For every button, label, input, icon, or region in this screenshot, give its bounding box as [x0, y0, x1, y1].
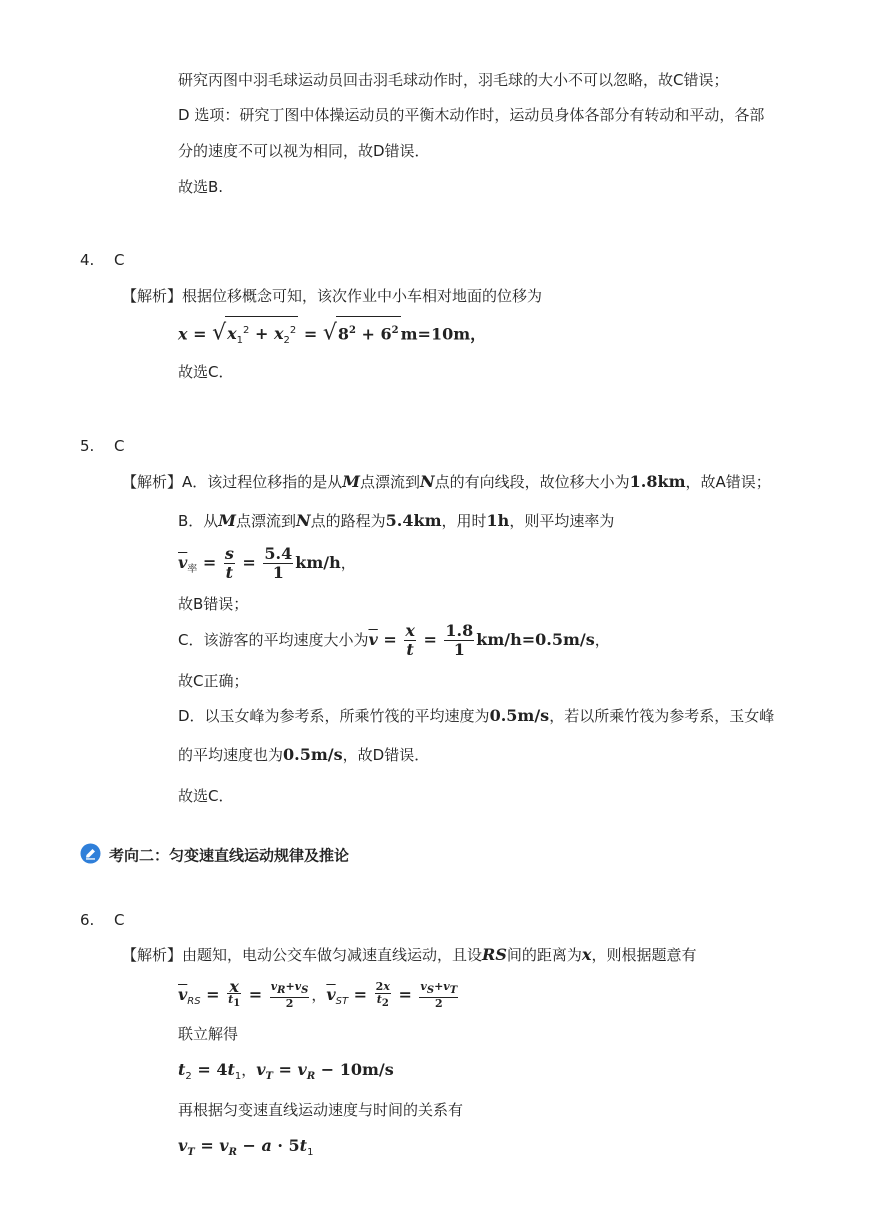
q5-choose: 故选C． [178, 787, 234, 805]
q5-d3: 的平均速度也为 [178, 746, 284, 764]
q5-c1: C．该游客的平均速度大小为 [178, 631, 369, 649]
q5-b3: 点的路程为 [310, 512, 386, 530]
q5-c-right: 故C正确； [178, 672, 249, 690]
analysis-tag: 【解析】 [122, 946, 183, 964]
q6-solution: $t_2 = 4t_1$，$v_T = v_R - 10m/s$ [178, 1060, 394, 1083]
q6-avg-formula: $\overline{v}_{RS}$ = $\frac{x}{t_1}$ = $\frac{v_R+v_S}{2}$ ，$\overline{v}_{ST}$ = $\frac{2x}{t_2}$ = $\frac{v_S+v_T}{2}$ [178, 976, 458, 1011]
q5-rate-formula: $\overline{v}_率$ = $\frac{s}{t}$ = $\frac{5.4}{1}$ km/h， [178, 544, 356, 582]
q5-b5: ，则平均速率为 [509, 512, 615, 530]
q5-option-b: B．从M点漂流到N点的路程为5.4km，用时1h，则平均速率为 [178, 511, 615, 530]
q5-a1: A．该过程位移指的是从 [182, 473, 343, 491]
pencil-circle-icon [80, 843, 101, 869]
q4-analysis [122, 286, 542, 306]
q4-text: 根据位移概念可知，该次作业中小车相对地面的位移为 [182, 287, 543, 305]
q5-b2: 点漂流到 [236, 512, 297, 530]
section-title: 考向二：匀变速直线运动规律及推论 [109, 846, 350, 865]
q6-t3: ，则根据题意有 [591, 946, 697, 964]
analysis-tag: 【解析】 [122, 287, 183, 305]
q5-b1: B．从 [178, 512, 219, 530]
q5-b-wrong: 故B错误； [178, 595, 249, 613]
q6-t1: 由题知，电动公交车做匀减速直线运动，且设 [182, 946, 483, 964]
q5-b4: ，用时 [441, 512, 487, 530]
text-choose-b: 故选B. [178, 178, 224, 196]
q5-answer: C [114, 437, 125, 455]
q6-velocity-formula: $v_T = v_R - a \cdot 5t_1$ [178, 1136, 314, 1159]
q5-a4: ，故A错误； [685, 473, 771, 491]
q4-choose: 故选C． [178, 363, 234, 381]
q5-d2: ，若以所乘竹筏为参考系，玉女峰 [549, 707, 775, 725]
text-d-option-2: 分的速度不可以视为相同，故D错误． [178, 142, 430, 160]
q6-t2: 间的距离为 [506, 946, 582, 964]
q5-d1: D．以玉女峰为参考系，所乘竹筏的平均速度为 [178, 707, 490, 725]
q5-option-a: 【解析】A．该过程位移指的是从M点漂流到N点的有向线段，故位移大小为1.8km，故A错误； [122, 472, 771, 491]
q5-number: 5. [80, 437, 95, 455]
q5-option-c: C．该游客的平均速度大小为$\overline{v}$ = $\frac{x}{t}$ = $\frac{1.8}{1}$ km/h=0.5m/s， [178, 621, 610, 659]
q6-answer: C [114, 911, 125, 929]
q4-formula-tail: m=10m， [400, 324, 487, 344]
q6-relation: 再根据匀变速直线运动速度与时间的关系有 [178, 1101, 464, 1119]
q6-number: 6. [80, 911, 95, 929]
q6-analysis: 【解析】由题知，电动公交车做匀减速直线运动，且设RS间的距离为x，则根据题意有 [122, 945, 697, 964]
q5-a3: 点的有向线段，故位移大小为 [434, 473, 630, 491]
q5-a2: 点漂流到 [360, 473, 421, 491]
q5-option-d-1: D．以玉女峰为参考系，所乘竹筏的平均速度为0.5m/s，若以所乘竹筏为参考系，玉女峰 [178, 706, 775, 725]
section-header [80, 843, 349, 869]
q6-combine: 联立解得 [178, 1025, 239, 1043]
q4-answer: C [114, 251, 125, 269]
text-d-option-1: D 选项：研究丁图中体操运动员的平衡木动作时，运动员身体各部分有转动和平动，各部 [178, 106, 765, 124]
q4-number: 4. [80, 251, 95, 269]
q5-option-d-2: 的平均速度也为0.5m/s，故D错误． [178, 745, 430, 764]
analysis-tag: 【解析】 [122, 473, 183, 491]
q4-formula: $x = √x_1^2 + x_2^2 = √8^2 + 6^2$ m=10m， [178, 316, 486, 355]
text-c-wrong: 研究丙图中羽毛球运动员回击羽毛球动作时，羽毛球的大小不可以忽略，故C错误； [178, 71, 729, 89]
q5-d4: ，故D错误． [342, 746, 430, 764]
